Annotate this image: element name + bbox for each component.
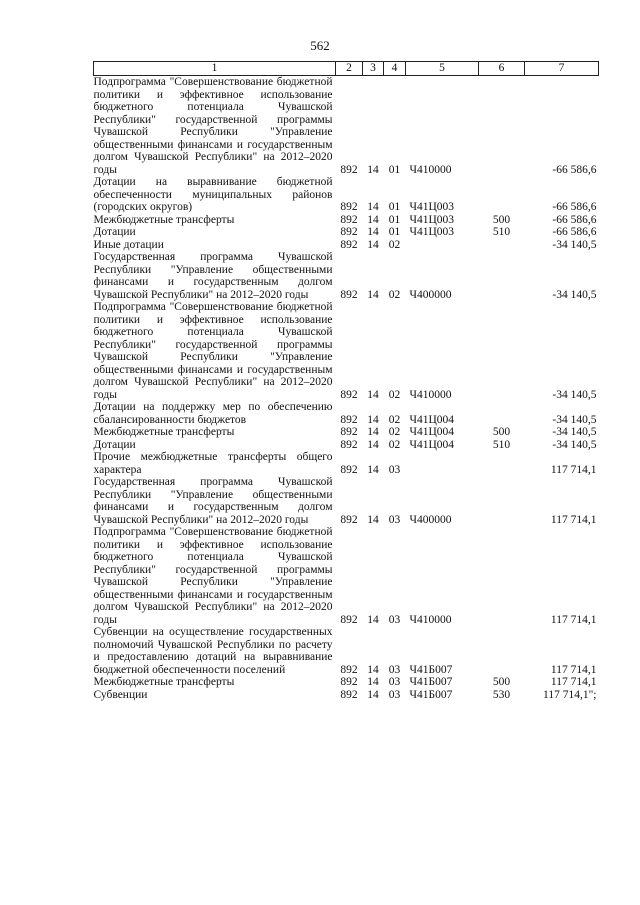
row-section-code: 14 xyxy=(367,438,379,451)
row-expense-type xyxy=(479,239,525,252)
row-expense-type: 510 xyxy=(492,438,511,451)
row-target-code: Ч41Б007 xyxy=(409,688,453,701)
row-target-code: Ч400000 xyxy=(409,288,452,301)
row-section-code: 14 xyxy=(367,676,379,688)
row-expense-type: 510 xyxy=(492,226,511,238)
row-subsection-code: 01 xyxy=(388,226,401,238)
table-row xyxy=(94,689,599,702)
row-gr-code: 892 xyxy=(340,613,358,626)
row-section-code: 14 xyxy=(367,413,379,426)
row-subsection-code: 03 xyxy=(388,663,401,676)
row-name: Подпрограмма "Совершенствование бюджетной политики и эффективное использование бюджетного потенциала Чувашской Республики" государственной программы Чувашской Республики "Управление общественными финансами и государственным долгом Чувашской Республики" на 2012–2020 годы xyxy=(93,76,333,176)
row-subsection-code: 01 xyxy=(388,201,401,213)
row-expense-type: 500 xyxy=(492,426,511,438)
row-amount: 117 714,1 xyxy=(550,463,597,476)
row-target-code: Ч41Ц003 xyxy=(409,201,455,213)
row-amount: -66 586,6 xyxy=(552,163,597,176)
row-section-code: 14 xyxy=(367,388,379,401)
row-target-code: Ч41Б007 xyxy=(409,676,453,688)
row-subsection-code: 03 xyxy=(388,688,401,701)
table-row xyxy=(94,451,599,476)
row-expense-type xyxy=(479,401,525,426)
row-gr-code: 892 xyxy=(340,238,358,251)
row-amount: -34 140,5 xyxy=(552,288,597,301)
row-amount: 117 714,1 xyxy=(550,676,597,688)
row-expense-type: 500 xyxy=(492,676,511,688)
row-section-code: 14 xyxy=(367,201,379,213)
row-gr-code: 892 xyxy=(340,426,358,438)
table-row xyxy=(94,251,599,301)
table-row xyxy=(94,214,599,227)
row-gr-code: 892 xyxy=(340,388,358,401)
row-expense-type: 500 xyxy=(492,213,511,226)
row-target-code: Ч410000 xyxy=(409,163,452,176)
row-name: Дотации на выравнивание бюджетной обеспеченности муниципальных районов (городских округов) xyxy=(93,176,333,213)
row-section-code: 14 xyxy=(367,513,379,526)
row-target-code xyxy=(406,451,479,476)
row-amount: -34 140,5 xyxy=(552,238,597,251)
row-subsection-code: 02 xyxy=(388,426,401,438)
row-name: Государственная программа Чувашской Республики "Управление общественными финансами и государственным долгом Чувашской Республики" на 2012–2020 годы xyxy=(93,476,333,526)
table-row xyxy=(94,426,599,439)
row-expense-type xyxy=(479,176,525,214)
row-subsection-code: 03 xyxy=(388,613,401,626)
row-gr-code: 892 xyxy=(340,288,358,301)
header-col-7: 7 xyxy=(525,62,599,76)
row-subsection-code: 02 xyxy=(388,388,401,401)
row-gr-code: 892 xyxy=(340,463,358,476)
row-name: Дотации на поддержку мер по обеспечению сбалансированности бюджетов xyxy=(93,401,333,426)
row-gr-code: 892 xyxy=(340,226,358,238)
row-name: Дотации xyxy=(93,226,136,238)
row-subsection-code: 01 xyxy=(388,213,401,226)
row-amount: -66 586,6 xyxy=(552,201,597,213)
table-row xyxy=(94,526,599,626)
row-amount: 117 714,1 xyxy=(550,513,597,526)
row-expense-type xyxy=(479,301,525,401)
row-amount: 117 714,1 xyxy=(550,663,597,676)
budget-table xyxy=(93,61,599,701)
row-gr-code: 892 xyxy=(340,676,358,688)
row-expense-type xyxy=(479,251,525,301)
row-gr-code: 892 xyxy=(340,688,358,701)
table-row xyxy=(94,76,599,177)
row-subsection-code: 02 xyxy=(388,288,401,301)
row-section-code: 14 xyxy=(367,463,379,476)
row-subsection-code: 03 xyxy=(388,513,401,526)
row-subsection-code: 03 xyxy=(388,676,401,688)
row-name: Иные дотации xyxy=(93,238,164,251)
row-subsection-code: 02 xyxy=(388,413,401,426)
row-subsection-code: 01 xyxy=(388,163,401,176)
row-subsection-code: 02 xyxy=(388,238,401,251)
table-row xyxy=(94,476,599,526)
table-row xyxy=(94,676,599,689)
row-section-code: 14 xyxy=(367,213,379,226)
header-col-4: 4 xyxy=(384,62,406,76)
row-amount: -34 140,5 xyxy=(552,426,597,438)
row-gr-code: 892 xyxy=(340,201,358,213)
row-target-code: Ч41Ц004 xyxy=(409,413,455,426)
row-gr-code: 892 xyxy=(340,438,358,451)
row-target-code: Ч410000 xyxy=(409,613,452,626)
row-target-code: Ч400000 xyxy=(409,513,452,526)
row-target-code: Ч41Ц004 xyxy=(409,426,455,438)
row-name: Прочие межбюджетные трансферты общего характера xyxy=(93,451,333,476)
row-name: Межбюджетные трансферты xyxy=(93,426,235,438)
row-gr-code: 892 xyxy=(340,213,358,226)
row-amount: 117 714,1 xyxy=(550,613,597,626)
row-expense-type xyxy=(479,526,525,626)
row-target-code xyxy=(406,239,479,252)
row-amount: -66 586,6 xyxy=(552,213,597,226)
row-section-code: 14 xyxy=(367,288,379,301)
row-section-code: 14 xyxy=(367,663,379,676)
table-row xyxy=(94,626,599,676)
row-amount: -66 586,6 xyxy=(552,226,597,238)
row-target-code: Ч41Б007 xyxy=(409,663,453,676)
row-target-code: Ч41Ц004 xyxy=(409,438,455,451)
row-name: Субвенции xyxy=(93,688,148,701)
row-expense-type xyxy=(479,76,525,177)
row-section-code: 14 xyxy=(367,613,379,626)
row-expense-type xyxy=(479,476,525,526)
row-section-code: 14 xyxy=(367,426,379,438)
row-name: Государственная программа Чувашской Республики "Управление общественными финансами и государственным долгом Чувашской Республики" на 2012–2020 годы xyxy=(93,251,333,301)
table-row xyxy=(94,401,599,426)
row-name: Межбюджетные трансферты xyxy=(93,213,235,226)
table-row xyxy=(94,239,599,252)
row-target-code: Ч410000 xyxy=(409,388,452,401)
row-section-code: 14 xyxy=(367,688,379,701)
row-section-code: 14 xyxy=(367,163,379,176)
table-row xyxy=(94,301,599,401)
row-gr-code: 892 xyxy=(340,663,358,676)
row-amount: -34 140,5 xyxy=(552,388,597,401)
page-number: 562 xyxy=(310,38,330,53)
header-col-3: 3 xyxy=(363,62,384,76)
row-target-code: Ч41Ц003 xyxy=(409,213,455,226)
row-subsection-code: 03 xyxy=(388,463,401,476)
row-target-code: Ч41Ц003 xyxy=(409,226,455,238)
header-col-5: 5 xyxy=(406,62,479,76)
row-gr-code: 892 xyxy=(340,413,358,426)
header-col-2: 2 xyxy=(336,62,363,76)
row-expense-type xyxy=(479,626,525,676)
row-name: Межбюджетные трансферты xyxy=(93,676,235,688)
header-row xyxy=(94,62,599,76)
row-expense-type xyxy=(479,451,525,476)
row-expense-type: 530 xyxy=(492,688,511,701)
row-name: Субвенции на осуществление государственных полномочий Чувашской Республики по расчету и предоставлению дотаций на выравнивание бюджетной обеспеченности поселений xyxy=(93,626,333,676)
row-name: Подпрограмма "Совершенствование бюджетной политики и эффективное использование бюджетного потенциала Чувашской Республики" государственной программы Чувашской Республики "Управление общественными финансами и государственным долгом Чувашской Республики" на 2012–2020 годы xyxy=(93,526,333,626)
header-col-1: 1 xyxy=(94,62,336,76)
table-row xyxy=(94,176,599,214)
row-gr-code: 892 xyxy=(340,163,358,176)
row-gr-code: 892 xyxy=(340,513,358,526)
table-row xyxy=(94,439,599,452)
header-col-6: 6 xyxy=(479,62,525,76)
row-section-code: 14 xyxy=(367,226,379,238)
row-subsection-code: 02 xyxy=(388,438,401,451)
row-section-code: 14 xyxy=(367,238,379,251)
row-amount: -34 140,5 xyxy=(552,438,597,451)
row-amount: 117 714,1"; xyxy=(543,688,597,701)
row-name: Подпрограмма "Совершенствование бюджетной политики и эффективное использование бюджетного потенциала Чувашской Республики" государственной программы Чувашской Республики "Управление общественными финансами и государственным долгом Чувашской Республики" на 2012–2020 годы xyxy=(93,301,333,401)
table-row xyxy=(94,226,599,239)
row-amount: -34 140,5 xyxy=(552,413,597,426)
row-name: Дотации xyxy=(93,438,136,451)
